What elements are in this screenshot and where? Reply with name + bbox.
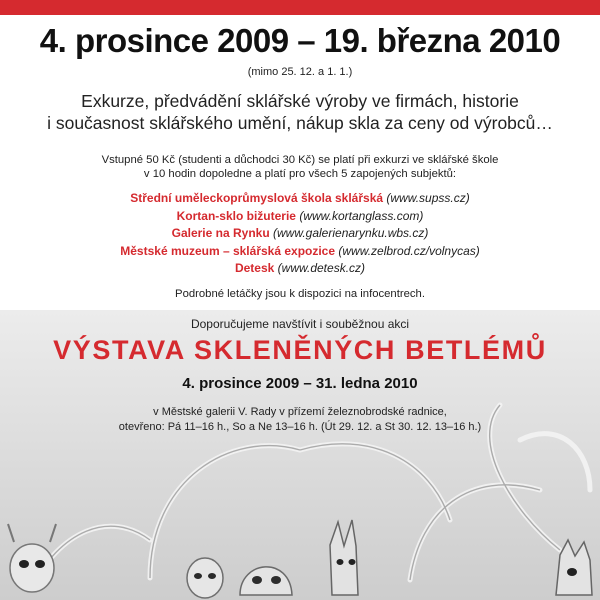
exhibition-section xyxy=(0,310,600,600)
venue-url-link[interactable]: (www.galerienarynku.wbs.cz) xyxy=(273,226,429,240)
venue-list xyxy=(0,190,600,278)
glass-figurine-donkey xyxy=(330,520,358,595)
venue-item xyxy=(0,208,600,226)
description-line-1: Exkurze, předvádění sklářské výroby ve firmách, historie xyxy=(81,91,519,111)
top-red-bar xyxy=(0,0,600,15)
entry-fee-info xyxy=(0,153,600,181)
location-line-1: v Městské galerii V. Rady v přízemí železnobrodské radnice, xyxy=(153,406,447,418)
opening-hours-line: otevřeno: Pá 11–16 h., So a Ne 13–16 h. (Út 29. 12. a St 30. 12. 13–16 h.) xyxy=(118,420,482,433)
event-description xyxy=(0,90,600,134)
venue-name: Městské muzeum – sklářská expozice xyxy=(120,243,336,258)
exhibition-title: VÝSTAVA SKLENĚNÝCH BETLÉMŮ xyxy=(53,335,547,365)
recommendation-text: Doporučujeme navštívit i souběžnou akci xyxy=(190,317,410,331)
excluded-dates-note: (mimo 25. 12. a 1. 1.) xyxy=(247,66,353,78)
exhibition-location xyxy=(0,405,600,434)
venue-url-link[interactable]: (www.supss.cz) xyxy=(386,191,470,205)
entry-line-2: v 10 hodin dopoledne a platí pro všech 5 zapojených subjektů: xyxy=(143,168,457,180)
event-dates-heading: 4. prosince 2009 – 19. března 2010 xyxy=(39,22,561,59)
venue-name: Galerie na Rynku xyxy=(171,226,270,240)
glass-figurine-center xyxy=(240,567,292,595)
venue-name: Střední uměleckoprůmyslová škola sklářská xyxy=(130,191,384,205)
venue-url-link[interactable]: (www.zelbrod.cz/volnycas) xyxy=(338,243,480,258)
leaflets-note: Podrobné letáčky jsou k dispozici na infocentrech. xyxy=(175,288,425,300)
venue-url-link[interactable]: (www.kortanglass.com) xyxy=(299,208,424,223)
venue-item xyxy=(0,225,600,243)
description-line-2: i současnost sklářského umění, nákup skla za ceny od výrobců… xyxy=(47,113,553,133)
venue-name: Kortan-sklo bižuterie xyxy=(176,208,296,223)
venue-url-link[interactable]: (www.detesk.cz) xyxy=(277,261,366,275)
glass-figurine-left xyxy=(8,524,56,592)
venue-name: Detesk xyxy=(234,261,275,275)
venue-item xyxy=(0,190,600,208)
entry-line-1: Vstupné 50 Kč (studenti a důchodci 30 Kč) se platí při exkurzi ve sklářské škole xyxy=(101,154,499,166)
venue-item xyxy=(0,260,600,278)
exhibition-dates: 4. prosince 2009 – 31. ledna 2010 xyxy=(182,375,418,392)
venue-item xyxy=(0,243,600,261)
glass-figurine-center-left xyxy=(187,558,223,598)
